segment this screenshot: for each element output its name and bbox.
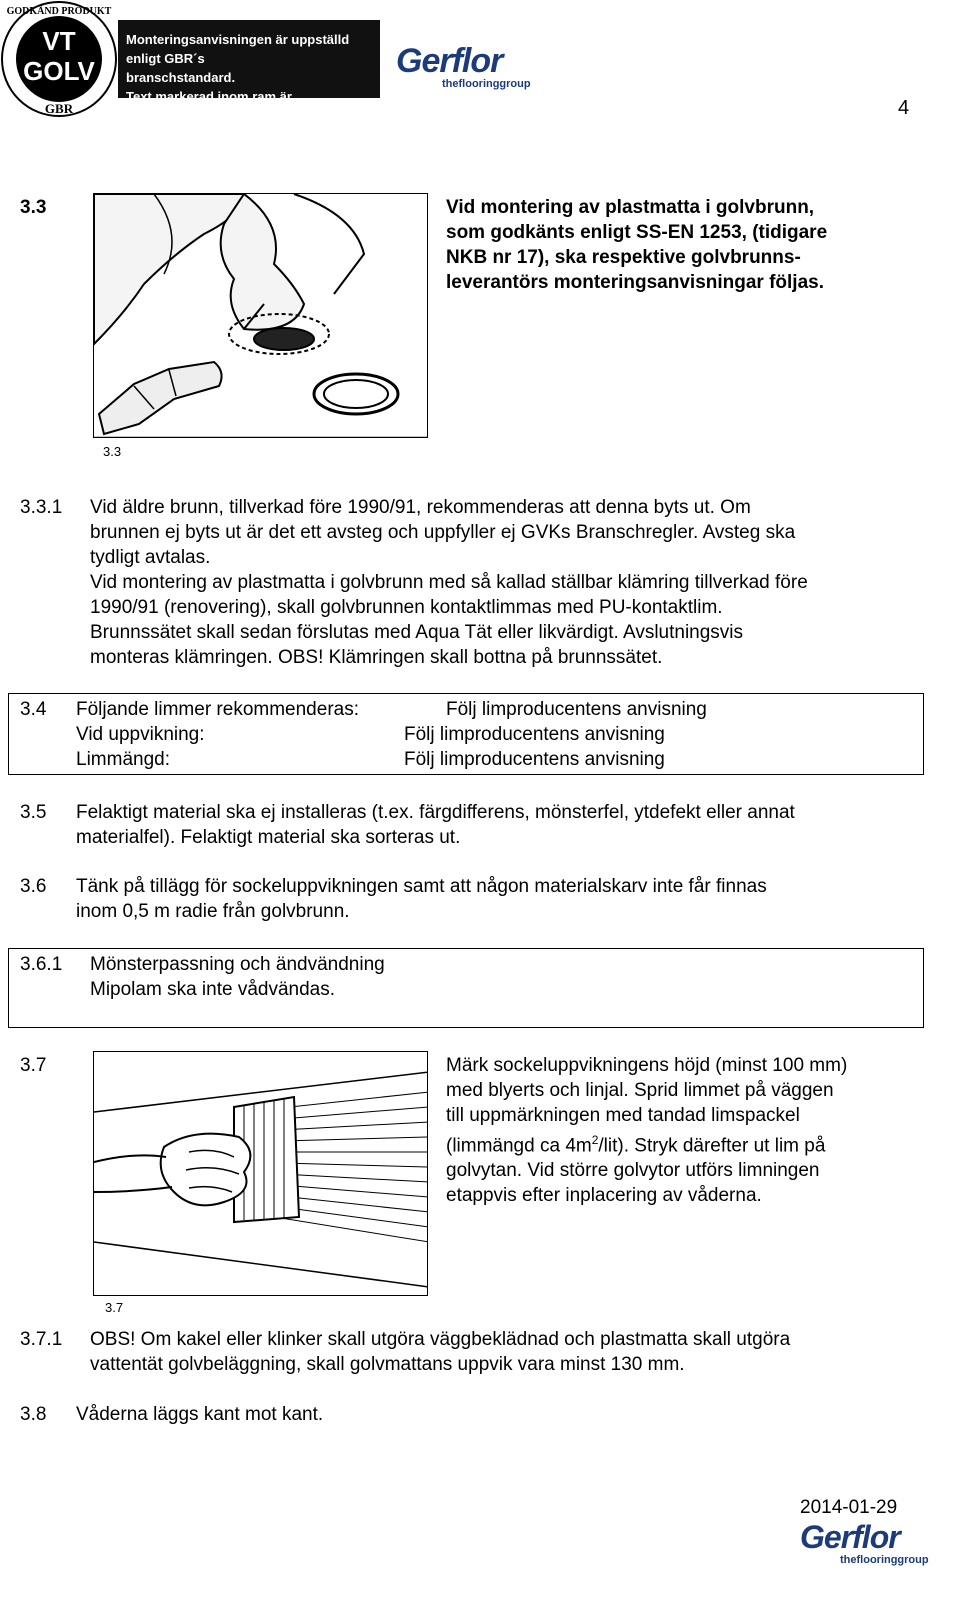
section-3-3-1-text: [90, 495, 940, 670]
gerflor-wordmark: Gerflor: [800, 1519, 900, 1555]
section-number: 3.4: [20, 699, 47, 720]
text-line: vattentät golvbeläggning, skall golvmattans uppvik vara minst 130 mm.: [90, 1354, 685, 1375]
figure-caption: 3.7: [105, 1300, 124, 1315]
section-3-8-text: Våderna läggs kant mot kant.: [76, 1404, 324, 1425]
footer-date: 2014-01-29: [800, 1497, 898, 1518]
text-line: leverantörs monteringsanvisningar följas.: [446, 272, 824, 293]
text-line: materialfel). Felaktigt material ska sorteras ut.: [76, 827, 461, 848]
text-line: inom 0,5 m radie från golvbrunn.: [76, 901, 350, 922]
gerflor-logo: [396, 44, 531, 90]
glue-spreading-illustration: [93, 1051, 428, 1296]
banner-line: Monteringsanvisningen är uppställd enligt GBR´s: [126, 32, 350, 66]
text-line: Mipolam ska inte vådvändas.: [90, 979, 336, 1000]
gerflor-wordmark: Gerflor: [396, 42, 503, 80]
text-line: tydligt avtalas.: [90, 547, 211, 568]
seal-bottom-text: GBR: [44, 101, 74, 116]
section-3-6-text: [76, 874, 936, 924]
section-3-7-text: [446, 1053, 936, 1208]
adhesive-label: Följande limmer rekommenderas:: [76, 699, 359, 720]
section-3-3-text: [446, 195, 926, 295]
section-number: 3.7: [20, 1055, 47, 1076]
section-3-7-1-text: [90, 1327, 940, 1377]
text-line: Märk sockeluppvikningens höjd (minst 100 mm): [446, 1055, 848, 1076]
gerflor-tagline: theflooringgroup: [840, 1554, 929, 1566]
amount-label: Limmängd:: [76, 749, 170, 770]
superscript: 2: [591, 1133, 599, 1147]
text-line: som godkänts enligt SS-EN 1253, (tidigare: [446, 222, 828, 243]
text-line: [446, 1128, 936, 1158]
vt-golv-seal: [0, 0, 118, 118]
section-number: 3.3: [20, 197, 47, 218]
text-fragment: (limmängd ca 4m: [446, 1135, 592, 1157]
banner-line: Text markerad inom ram är produktspecifik.: [126, 89, 292, 123]
text-line: etappvis efter inplacering av våderna.: [446, 1185, 762, 1207]
seal-top-text: GODKÄND PRODUKT: [6, 6, 112, 17]
adhesive-value: Följ limproducentens anvisning: [446, 699, 707, 720]
amount-value: Följ limproducentens anvisning: [404, 749, 665, 770]
seal-line2: GOLV: [23, 56, 95, 86]
upfold-label: Vid uppvikning:: [76, 724, 205, 745]
footer-gerflor-logo: [800, 1520, 929, 1566]
text-line: 1990/91 (renovering), skall golvbrunnen kontaktlimmas med PU-kontaktlim.: [90, 597, 723, 618]
text-line: Felaktigt material ska ej installeras (t.ex. färgdifferens, mönsterfel, ytdefekt eller annat: [76, 802, 795, 823]
section-number: 3.7.1: [20, 1329, 63, 1350]
floor-drain-illustration: [93, 193, 428, 438]
section-number: 3.5: [20, 802, 47, 823]
text-line: Brunnssätet skall sedan förslutas med Aqua Tät eller likvärdigt. Avslutningsvis: [90, 622, 744, 643]
text-line: brunnen ej byts ut är det ett avsteg och uppfyller ej GVKs Branschregler. Avsteg ska: [90, 522, 796, 543]
text-line: monteras klämringen. OBS! Klämringen skall bottna på brunnssätet.: [90, 647, 663, 668]
text-fragment: /lit). Stryk därefter ut lim på: [598, 1135, 826, 1157]
text-line: till uppmärkningen med tandad limspackel: [446, 1105, 800, 1126]
section-number: 3.6.1: [20, 954, 63, 975]
text-line: Mönsterpassning och ändvändning: [90, 954, 385, 975]
upfold-value: Följ limproducentens anvisning: [404, 724, 665, 745]
text-line: Vid montering av plastmatta i golvbrunn,: [446, 197, 815, 218]
text-line: med blyerts och linjal. Sprid limmet på väggen: [446, 1080, 834, 1101]
header-banner: [118, 20, 380, 123]
gerflor-tagline: theflooringgroup: [442, 78, 531, 90]
text-line: Vid montering av plastmatta i golvbrunn med så kallad ställbar klämring tillverkad före: [90, 572, 808, 593]
section-number: 3.6: [20, 876, 47, 897]
text-line: golvytan. Vid större golvytor utförs limningen: [446, 1160, 820, 1182]
text-line: OBS! Om kakel eller klinker skall utgöra väggbeklädnad och plastmatta skall utgöra: [90, 1329, 791, 1350]
section-number: 3.8: [20, 1404, 47, 1425]
page-number: 4: [898, 97, 910, 119]
section-3-5-text: [76, 800, 936, 850]
section-number: 3.3.1: [20, 497, 63, 518]
banner-line: branschstandard.: [126, 70, 236, 85]
section-3-6-1-text: [90, 952, 890, 1002]
figure-caption: 3.3: [103, 444, 122, 459]
text-line: Tänk på tillägg för sockeluppvikningen samt att någon materialskarv inte får finnas: [76, 876, 767, 897]
text-line: NKB nr 17), ska respektive golvbrunns-: [446, 247, 801, 268]
text-line: Vid äldre brunn, tillverkad före 1990/91, rekommenderas att denna byts ut. Om: [90, 497, 751, 518]
seal-line1: VT: [42, 26, 76, 56]
